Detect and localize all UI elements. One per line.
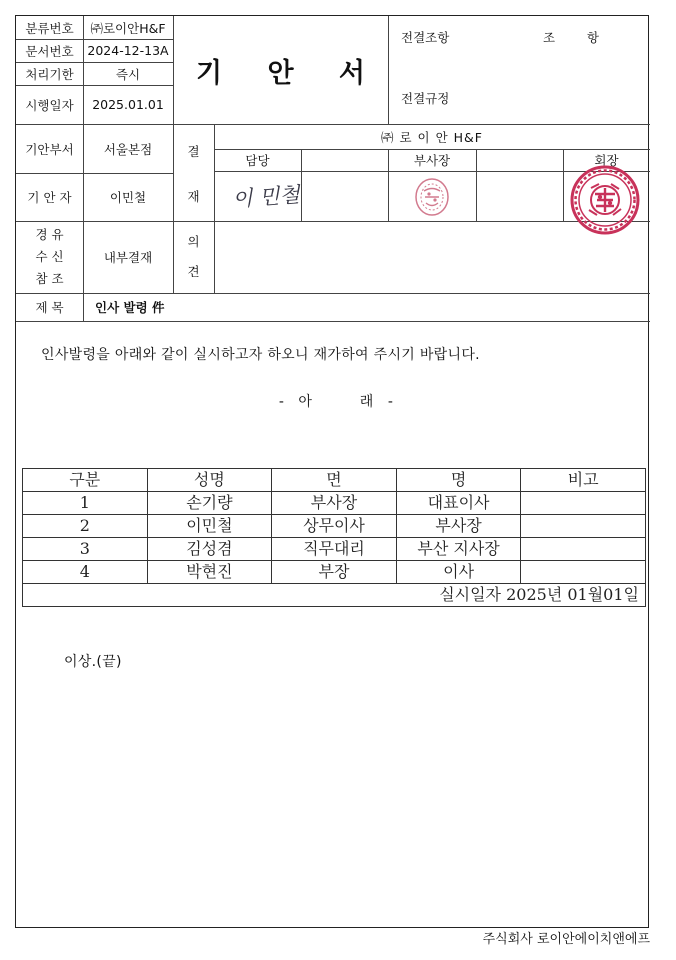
route-label: 경 유 수 신 참 조 <box>35 227 64 286</box>
doc-number-label: 문서번호 <box>25 43 74 59</box>
table-cell: 이사 <box>396 561 521 584</box>
document-frame <box>15 15 649 928</box>
table-header-cell: 비고 <box>521 469 646 492</box>
table-header-cell: 구분 <box>23 469 148 492</box>
body-intro-text: 인사발령을 아래와 같이 실시하고자 하오니 재가하여 주시기 바랍니다. <box>41 347 480 363</box>
table-header-cell: 성명 <box>147 469 272 492</box>
classification-label: 분류번호 <box>25 20 74 36</box>
table-row <box>23 538 646 561</box>
delegation-clause-value: 조 항 <box>543 30 599 45</box>
table-cell: 1 <box>23 492 148 515</box>
table-cell: 2 <box>23 515 148 538</box>
staff-signature: 이 민철 <box>231 182 301 212</box>
table-cell: 상무이사 <box>272 515 397 538</box>
approval-label-2: 재 <box>187 189 200 204</box>
document-title: 기 안 서 <box>195 57 384 89</box>
effective-date-value: 2025.01.01 <box>92 97 164 112</box>
table-header-row <box>23 469 646 492</box>
table-cell: 박현진 <box>147 561 272 584</box>
table-cell <box>521 515 646 538</box>
table-header-cell: 면 <box>272 469 397 492</box>
vp-seal-stamp <box>414 177 450 217</box>
table-cell <box>521 492 646 515</box>
table-cell: 부사장 <box>272 492 397 515</box>
body-center-mark: - 아 래 - <box>278 394 394 410</box>
table-cell: 부사장 <box>396 515 521 538</box>
table-cell: 4 <box>23 561 148 584</box>
delegation-clause-label: 전결조항 <box>401 30 450 45</box>
table-cell: 손기량 <box>147 492 272 515</box>
delegation-rule-label: 전결규정 <box>401 91 450 106</box>
drafter-value: 이민철 <box>109 190 147 205</box>
drafter-label: 기 안 자 <box>27 190 72 205</box>
approver-staff-label: 담당 <box>245 153 270 168</box>
table-row <box>23 561 646 584</box>
appointment-table <box>22 468 646 607</box>
classification-value: ㈜로이안H&F <box>90 20 166 36</box>
approval-company: ㈜ 로 이 안 H&F <box>381 129 483 145</box>
subject-value: 인사 발령 件 <box>95 300 165 315</box>
table-cell: 3 <box>23 538 148 561</box>
table-cell <box>521 561 646 584</box>
table-row <box>23 515 646 538</box>
table-cell: 부장 <box>272 561 397 584</box>
doc-number-value: 2024-12-13A <box>87 43 169 58</box>
table-cell <box>521 538 646 561</box>
effective-date-note: 실시일자 2025년 01월01일 <box>23 584 646 607</box>
table-cell: 이민철 <box>147 515 272 538</box>
footer-company-name: 주식회사 로이안에이치앤에프 <box>482 931 650 947</box>
opinion-label: 의 견 <box>187 234 200 279</box>
deadline-label: 처리기한 <box>25 66 74 82</box>
subject-label: 제 목 <box>35 300 64 315</box>
closing-text: 이상.(끝) <box>64 654 122 670</box>
table-row <box>23 492 646 515</box>
effective-date-label: 시행일자 <box>25 97 74 113</box>
route-value: 내부결재 <box>103 250 153 265</box>
table-cell: 직무대리 <box>272 538 397 561</box>
table-cell: 김성겸 <box>147 538 272 561</box>
table-cell: 부산 지사장 <box>396 538 521 561</box>
table-footer-row <box>23 584 646 607</box>
table-header-cell: 명 <box>396 469 521 492</box>
chairman-seal-stamp <box>569 164 641 236</box>
dept-value: 서울본점 <box>103 141 153 157</box>
approver-chairman-label: 회장 <box>594 153 619 168</box>
deadline-value: 즉시 <box>115 66 141 82</box>
dept-label: 기안부서 <box>25 141 74 157</box>
approval-label-1: 결 <box>187 144 200 159</box>
approver-vp-label: 부사장 <box>413 153 451 168</box>
table-cell: 대표이사 <box>396 492 521 515</box>
